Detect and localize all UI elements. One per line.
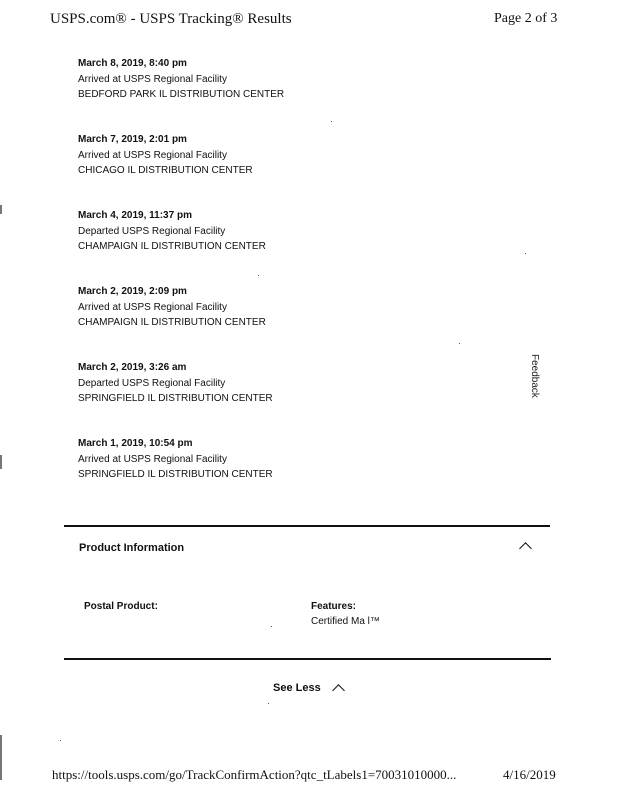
divider — [64, 658, 551, 660]
event-date: March 2, 2019, 2:09 pm — [78, 286, 187, 297]
scan-edge-mark — [0, 735, 2, 780]
tracking-event — [78, 436, 273, 483]
scan-speck — [271, 626, 272, 627]
event-status: Arrived at USPS Regional Facility — [78, 149, 227, 161]
footer-url: https://tools.usps.com/go/TrackConfirmAction?qtc_tLabels1=70031010000... — [52, 767, 457, 782]
footer-date: 4/16/2019 — [503, 767, 556, 782]
chevron-up-icon — [332, 684, 345, 697]
event-date: March 7, 2019, 2:01 pm — [78, 134, 187, 145]
tracking-event — [78, 208, 266, 255]
page-title: USPS.com® - USPS Tracking® Results — [50, 11, 292, 27]
features-label: Features: — [311, 601, 357, 612]
product-information-title: Product Information — [79, 542, 185, 554]
event-status: Arrived at USPS Regional Facility — [78, 301, 227, 313]
scan-edge-mark — [0, 455, 2, 469]
event-status: Arrived at USPS Regional Facility — [78, 73, 227, 85]
scan-speck — [268, 703, 269, 704]
feedback-tab[interactable]: Feedback — [529, 354, 540, 398]
see-less-label: See Less — [273, 682, 321, 694]
event-date: March 1, 2019, 10:54 pm — [78, 438, 193, 449]
page-number: Page 2 of 3 — [494, 11, 558, 26]
event-location: CHAMPAIGN IL DISTRIBUTION CENTER — [78, 241, 266, 252]
scan-speck — [331, 121, 332, 122]
event-date: March 4, 2019, 11:37 pm — [78, 210, 192, 221]
event-location: SPRINGFIELD IL DISTRIBUTION CENTER — [78, 469, 273, 480]
event-date: March 2, 2019, 3:26 am — [78, 362, 187, 373]
event-location: CHICAGO IL DISTRIBUTION CENTER — [78, 165, 253, 176]
scan-speck — [525, 253, 526, 254]
event-status: Arrived at USPS Regional Facility — [78, 453, 227, 465]
event-date: March 8, 2019, 8:40 pm — [78, 58, 187, 69]
event-status: Departed USPS Regional Facility — [78, 225, 226, 237]
scan-speck — [459, 343, 460, 344]
scan-speck — [60, 740, 61, 741]
scan-edge-mark — [0, 205, 2, 214]
tracking-event — [78, 56, 284, 103]
tracking-event — [78, 284, 266, 331]
event-location: BEDFORD PARK IL DISTRIBUTION CENTER — [78, 89, 285, 100]
features-value: Certified Ma l™ — [311, 616, 380, 627]
chevron-up-icon[interactable] — [519, 542, 532, 555]
tracking-event — [78, 132, 253, 179]
tracking-event — [78, 360, 273, 407]
event-location: SPRINGFIELD IL DISTRIBUTION CENTER — [78, 393, 273, 404]
event-location: CHAMPAIGN IL DISTRIBUTION CENTER — [78, 317, 266, 328]
event-status: Departed USPS Regional Facility — [78, 377, 226, 389]
postal-product-label: Postal Product: — [84, 601, 158, 612]
scan-speck — [258, 275, 259, 276]
divider — [64, 525, 550, 527]
